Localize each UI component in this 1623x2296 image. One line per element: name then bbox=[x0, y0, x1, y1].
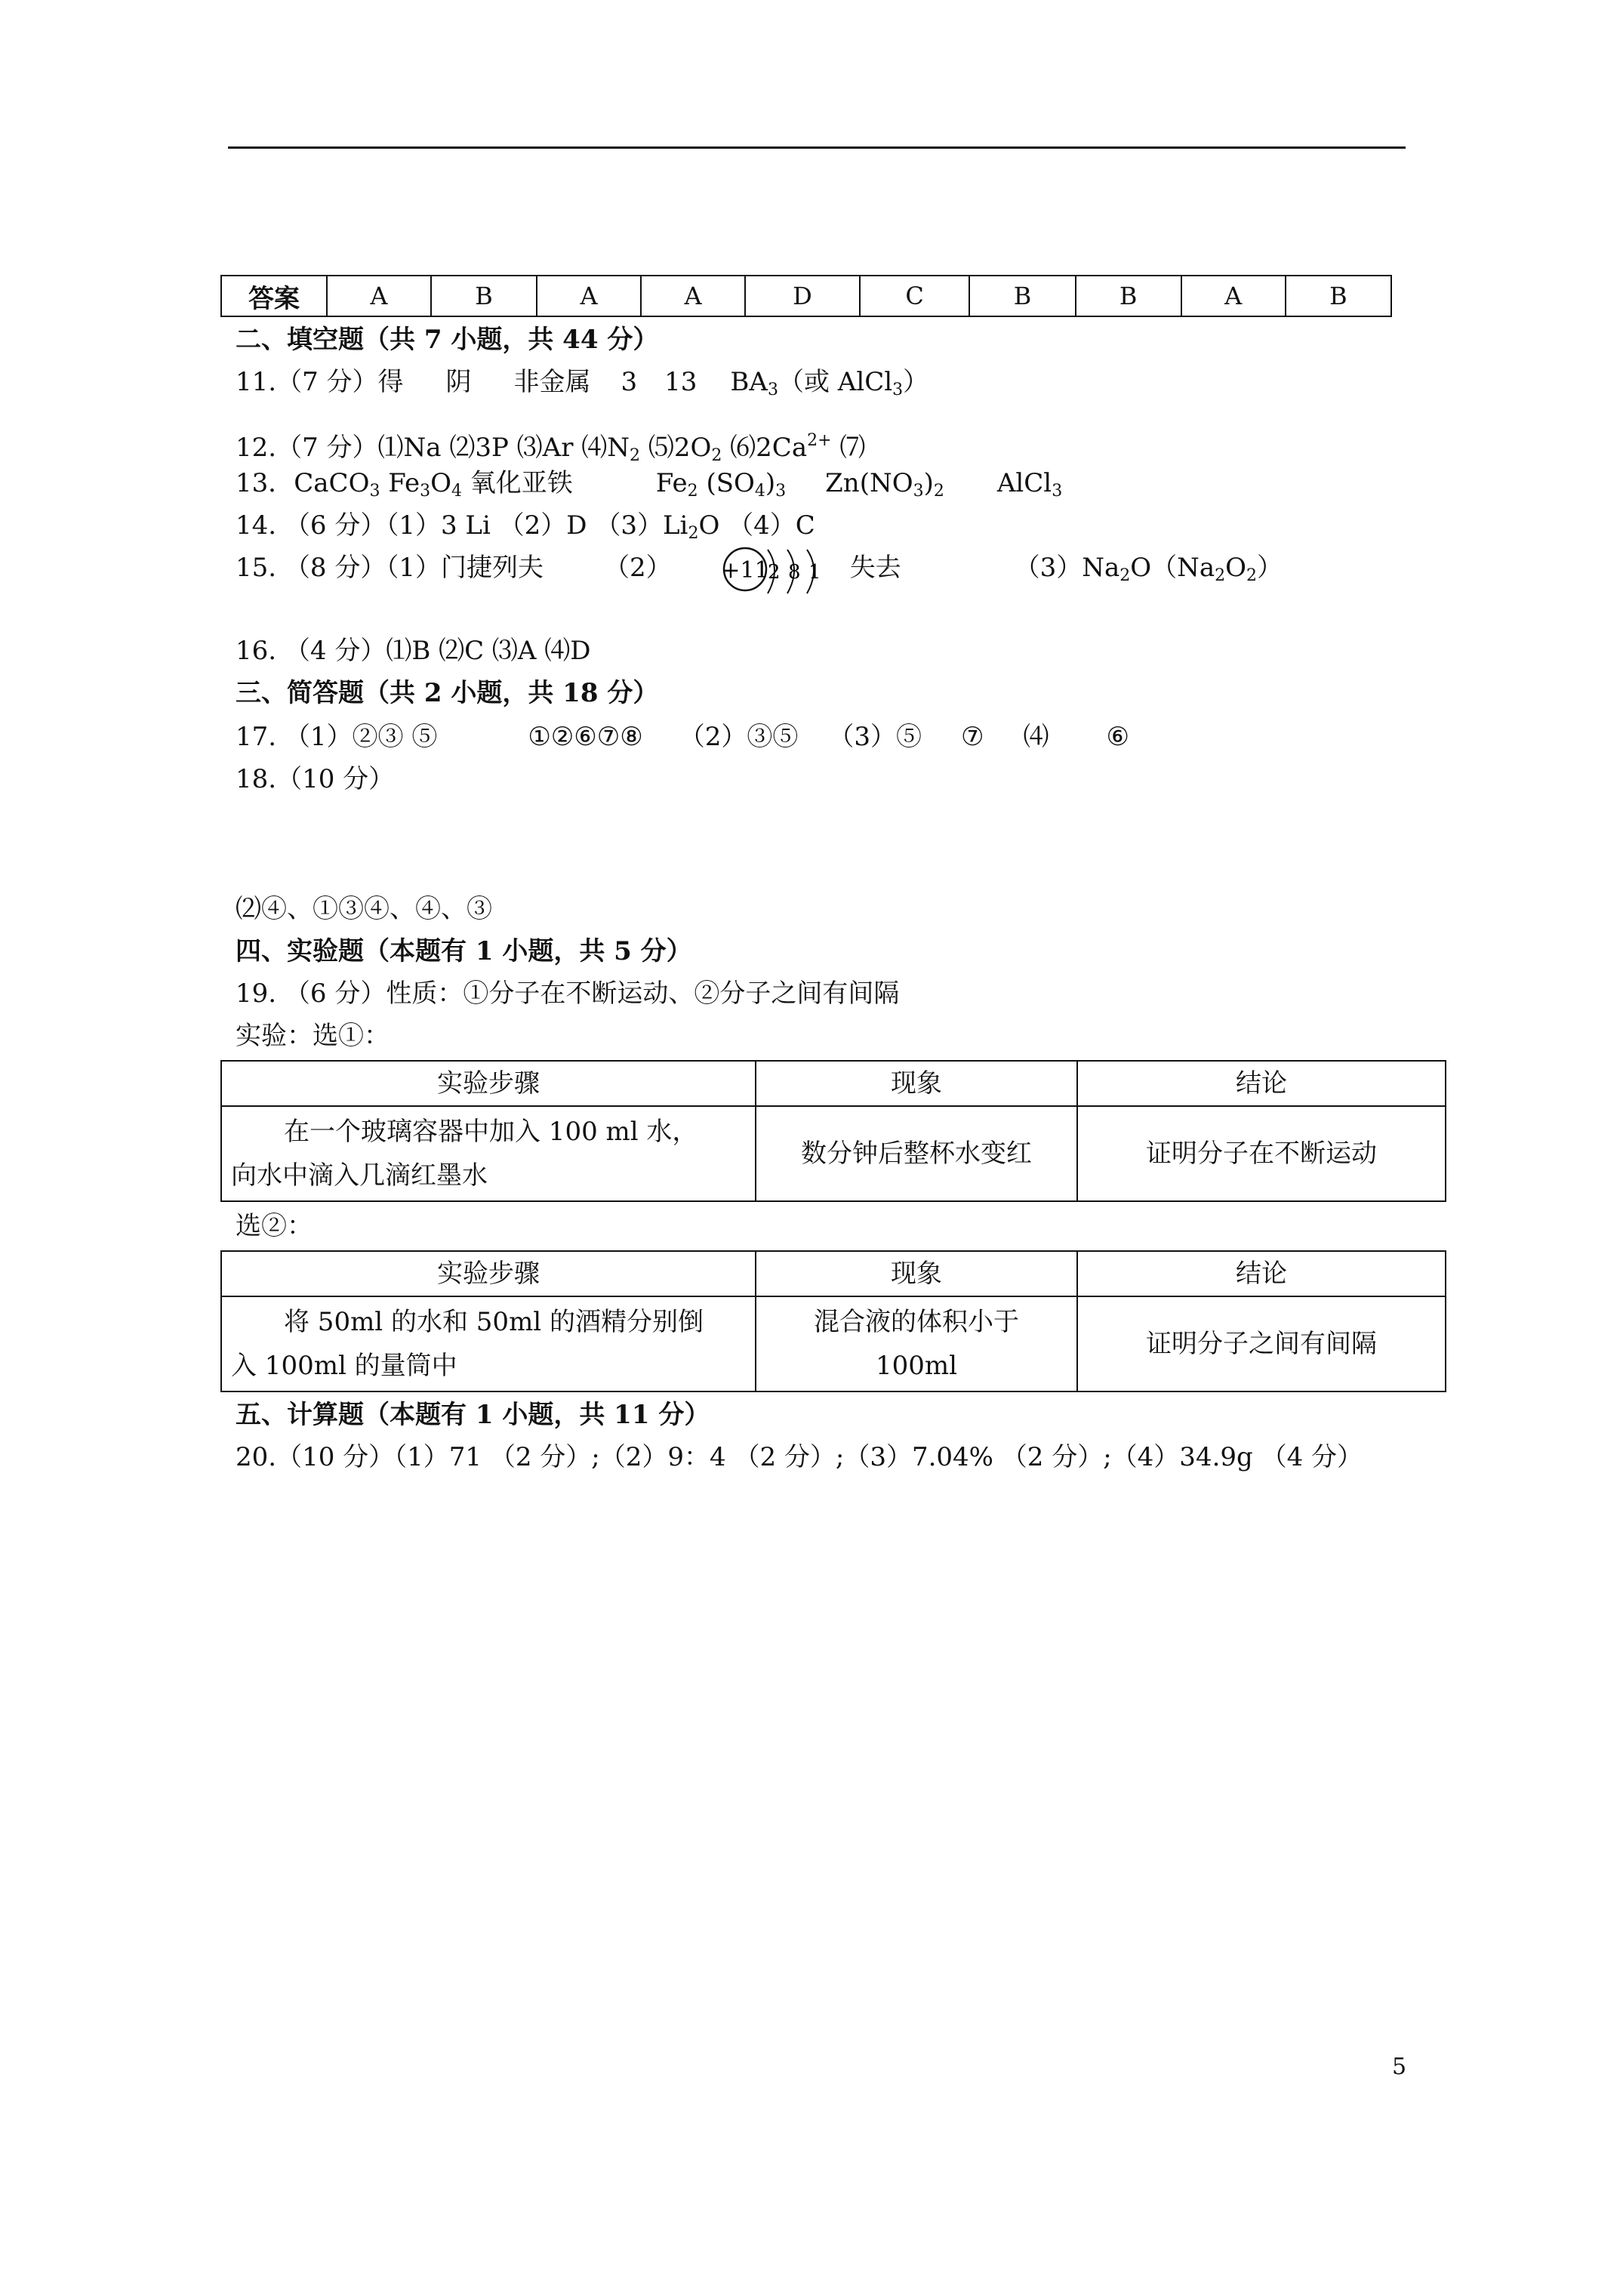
column-header: 结论 bbox=[1077, 1251, 1446, 1296]
answer-17-part: 17. （1）②③ ⑤ bbox=[236, 722, 438, 752]
answer-13-part: Fe bbox=[655, 468, 688, 498]
subscript: 3 bbox=[1052, 482, 1063, 501]
subscript: 3 bbox=[767, 381, 778, 399]
answer-15-part: O bbox=[1225, 553, 1247, 583]
answer-13-part: 氧化亚铁 bbox=[461, 468, 573, 498]
answer-label: 答案 bbox=[221, 276, 327, 316]
answer-15-part: （3）Na bbox=[1014, 553, 1120, 583]
answer-11-part: 13 bbox=[664, 367, 698, 397]
answer-14-part: O （4）C bbox=[698, 510, 815, 541]
sodium-atom-structure-diagram bbox=[721, 547, 842, 599]
phenomenon-cell bbox=[756, 1296, 1077, 1391]
subscript: 2 bbox=[1215, 566, 1226, 585]
subscript: 4 bbox=[754, 482, 765, 501]
experiment-step-cell bbox=[221, 1106, 756, 1201]
experiment-1-intro: 实验：选①： bbox=[236, 1021, 390, 1051]
subscript: 2 bbox=[711, 446, 722, 465]
answer-13-part: Zn(NO bbox=[825, 468, 913, 498]
nucleus-charge: +11 bbox=[721, 557, 769, 584]
answer-20: 20.（10 分）（1）71 （2 分）;（2）9：4 （2 分）;（3）7.04% （2 分）;（4）34.9g （4 分） bbox=[236, 1442, 1363, 1472]
answer-13-part: AlCl bbox=[996, 468, 1052, 498]
subscript: 2 bbox=[688, 524, 699, 543]
answer-16: 16. （4 分）⑴B ⑵C ⑶A ⑷D bbox=[236, 636, 591, 666]
answer-13-part: Fe bbox=[380, 468, 420, 498]
table-row bbox=[221, 1296, 1446, 1391]
answer-11-part: ） bbox=[903, 367, 929, 397]
subscript: 2 bbox=[1246, 566, 1258, 585]
table-row bbox=[221, 1061, 1446, 1106]
answer-15-part: （2） bbox=[603, 553, 672, 583]
superscript: 2+ bbox=[807, 431, 832, 450]
answer-cell: B bbox=[1286, 276, 1391, 316]
answer-cell: B bbox=[431, 276, 537, 316]
section-2-heading: 二、填空题（共 7 小题，共 44 分） bbox=[236, 325, 659, 355]
answer-11-part: BA bbox=[730, 367, 768, 397]
answer-17-part: ①②⑥⑦⑧ bbox=[528, 722, 643, 752]
shell-electron-count: 1 bbox=[808, 561, 821, 584]
subscript: 4 bbox=[451, 482, 462, 501]
conclusion-cell: 证明分子之间有间隔 bbox=[1077, 1296, 1446, 1391]
experiment-step-line: 入 100ml 的量筒中 bbox=[231, 1351, 457, 1381]
answer-11-part: 3 bbox=[621, 367, 638, 397]
answer-15-part: ） bbox=[1257, 553, 1283, 583]
answer-14-part: 14. （6 分）（1）3 Li （2）D （3）Li bbox=[236, 510, 688, 541]
table-row bbox=[221, 276, 1391, 316]
subscript: 2 bbox=[687, 482, 698, 501]
subscript: 3 bbox=[420, 482, 431, 501]
shell-electron-count: 8 bbox=[788, 561, 801, 584]
subscript: 3 bbox=[913, 482, 924, 501]
section-5-heading: 五、计算题（本题有 1 小题，共 11 分） bbox=[236, 1400, 710, 1430]
answer-17-part: ⑥ bbox=[1106, 722, 1129, 752]
experiment-step-line: 向水中滴入几滴红墨水 bbox=[231, 1160, 488, 1191]
section-4-heading: 四、实验题（本题有 1 小题，共 5 分） bbox=[236, 936, 692, 966]
answer-17-part: ⑷ bbox=[1023, 722, 1049, 752]
answer-cell: C bbox=[860, 276, 970, 316]
answer-13-part: ) bbox=[765, 468, 776, 498]
subscript: 2 bbox=[630, 446, 641, 465]
answer-14 bbox=[236, 509, 815, 550]
subscript: 3 bbox=[892, 381, 904, 399]
answer-18: 18.（10 分） bbox=[236, 764, 395, 794]
answer-13-part: ) bbox=[923, 468, 934, 498]
answer-13 bbox=[236, 467, 1062, 508]
answer-12-part: ⑹2Ca bbox=[722, 433, 808, 463]
answer-cell: A bbox=[537, 276, 641, 316]
answer-12 bbox=[236, 424, 865, 473]
experiment-2-table bbox=[220, 1250, 1446, 1392]
answer-13-part: O bbox=[430, 468, 451, 498]
experiment-step-line: 将 50ml 的水和 50ml 的酒精分别倒 bbox=[284, 1307, 704, 1337]
answer-18-part-2: ⑵④、①③④、④、③ bbox=[236, 894, 492, 924]
experiment-step-line: 在一个玻璃容器中加入 100 ml 水， bbox=[284, 1117, 698, 1147]
phenomenon-line: 100ml bbox=[875, 1351, 957, 1381]
answer-15-part: O（Na bbox=[1130, 553, 1215, 583]
subscript: 2 bbox=[1119, 566, 1131, 585]
answer-17-part: （2）③⑤ bbox=[679, 722, 799, 752]
answer-17-part: （3）⑤ bbox=[828, 722, 922, 752]
column-header: 结论 bbox=[1077, 1061, 1446, 1106]
subscript: 3 bbox=[775, 482, 787, 501]
answer-cell: B bbox=[969, 276, 1075, 316]
table-row bbox=[221, 1251, 1446, 1296]
answer-12-part: 12.（7 分）⑴Na ⑵3P ⑶Ar ⑷N bbox=[236, 433, 630, 463]
answer-cell: A bbox=[327, 276, 431, 316]
page-number: 5 bbox=[1392, 2054, 1407, 2080]
answer-17 bbox=[236, 720, 1129, 754]
answer-11-part: （或 AlCl bbox=[778, 367, 893, 397]
answer-cell: A bbox=[641, 276, 745, 316]
answer-13-part: 13．CaCO bbox=[236, 468, 370, 498]
column-header: 现象 bbox=[756, 1061, 1077, 1106]
answer-15-part: 失去 bbox=[849, 553, 901, 583]
phenomenon-line: 混合液的体积小于 bbox=[814, 1307, 1019, 1337]
subscript: 2 bbox=[933, 482, 944, 501]
answer-11-part: 非金属 bbox=[513, 367, 591, 397]
column-header: 实验步骤 bbox=[221, 1251, 756, 1296]
table-row bbox=[221, 1106, 1446, 1201]
answer-cell: D bbox=[745, 276, 860, 316]
conclusion-cell: 证明分子在不断运动 bbox=[1077, 1106, 1446, 1201]
column-header: 实验步骤 bbox=[221, 1061, 756, 1106]
experiment-1-table bbox=[220, 1060, 1446, 1202]
answer-12-part: ⑺ bbox=[831, 433, 866, 463]
answer-cell: A bbox=[1181, 276, 1286, 316]
answer-17-part: ⑦ bbox=[961, 722, 984, 752]
answer-cell: B bbox=[1076, 276, 1181, 316]
answer-13-part: (SO bbox=[698, 468, 755, 498]
answer-11-part: 阴 bbox=[445, 367, 472, 397]
answer-11 bbox=[236, 365, 929, 407]
answer-11-part: 11.（7 分）得 bbox=[236, 367, 404, 397]
answer-15-part: 15. （8 分）（1）门捷列夫 bbox=[236, 553, 544, 583]
experiment-step-cell bbox=[221, 1296, 756, 1391]
answer-12-part: ⑸2O bbox=[640, 433, 712, 463]
header-rule bbox=[228, 146, 1406, 149]
answer-table bbox=[220, 275, 1392, 317]
section-3-heading: 三、简答题（共 2 小题，共 18 分） bbox=[236, 678, 659, 708]
subscript: 3 bbox=[369, 482, 380, 501]
phenomenon-cell: 数分钟后整杯水变红 bbox=[756, 1106, 1077, 1201]
answer-19: 19. （6 分）性质：①分子在不断运动、②分子之间有间隔 bbox=[236, 978, 900, 1009]
column-header: 现象 bbox=[756, 1251, 1077, 1296]
experiment-2-intro: 选②： bbox=[236, 1211, 313, 1241]
shell-electron-count: 2 bbox=[768, 561, 781, 584]
